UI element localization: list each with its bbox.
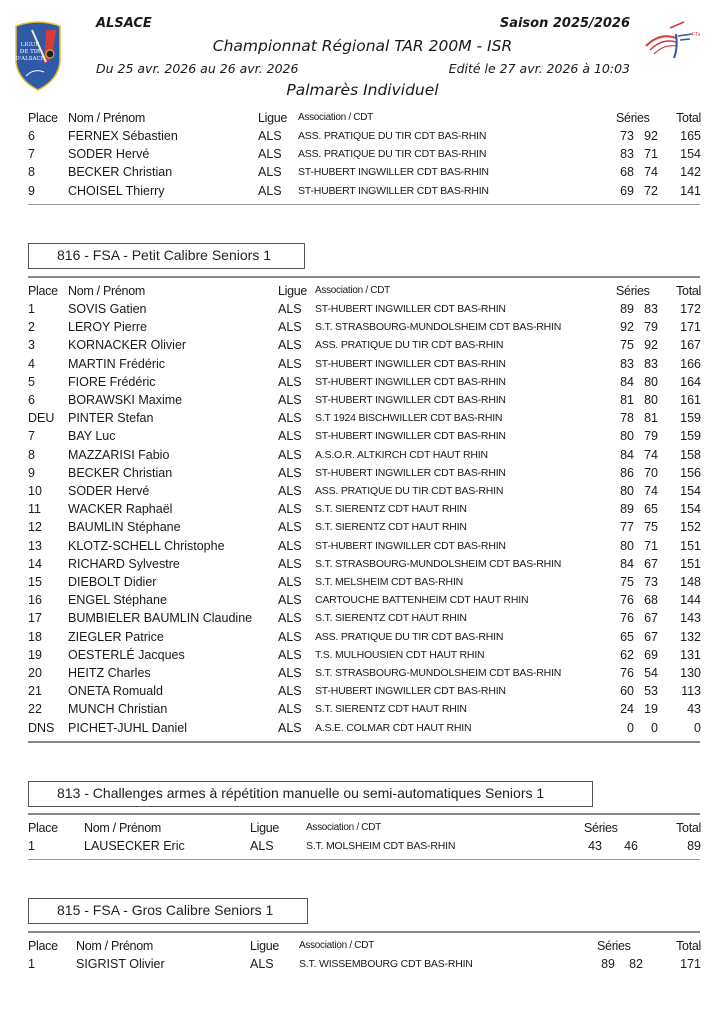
table-row bbox=[28, 318, 700, 336]
total-cell: 151 bbox=[680, 538, 701, 553]
total-cell: 151 bbox=[680, 556, 701, 571]
section-bottom-divider bbox=[28, 204, 700, 205]
series-2-cell: 65 bbox=[644, 502, 658, 517]
series-2-cell: 80 bbox=[644, 374, 658, 389]
place-cell: 7 bbox=[28, 147, 35, 162]
total-cell: 158 bbox=[680, 447, 701, 462]
series-1-cell: 0 bbox=[627, 720, 634, 735]
svg-text:DE TIR: DE TIR bbox=[19, 49, 41, 55]
series-1-cell: 76 bbox=[620, 666, 634, 680]
league-cell: ALS bbox=[278, 502, 302, 517]
place-cell: 6 bbox=[28, 129, 35, 143]
series-2-cell: 73 bbox=[644, 575, 658, 589]
table-row bbox=[28, 518, 700, 536]
name-cell: MUNCH Christian bbox=[68, 702, 168, 717]
association-cell: A.S.O.R. ALTKIRCH CDT HAUT RHIN bbox=[315, 448, 488, 461]
name-cell: PINTER Stefan bbox=[68, 411, 154, 426]
total-cell: 141 bbox=[680, 183, 701, 198]
place-cell: 9 bbox=[28, 183, 35, 198]
association-cell: ST-HUBERT INGWILLER CDT BAS-RHIN bbox=[315, 303, 506, 315]
association-cell: ST-HUBERT INGWILLER CDT BAS-RHIN bbox=[315, 394, 506, 406]
association-cell: ASS. PRATIQUE DU TIR CDT BAS-RHIN bbox=[315, 630, 504, 643]
column-header-place: Place bbox=[28, 284, 58, 298]
table-row bbox=[28, 664, 700, 682]
category-title-box: 815 - FSA - Gros Calibre Seniors 1 bbox=[28, 898, 308, 924]
series-2-cell: 70 bbox=[644, 465, 658, 480]
place-cell: 12 bbox=[28, 520, 42, 535]
place-cell: 1 bbox=[28, 302, 35, 316]
name-cell: KLOTZ-SCHELL Christophe bbox=[68, 538, 225, 553]
table-row bbox=[28, 682, 700, 700]
series-1-cell: 89 bbox=[620, 302, 634, 316]
name-cell: OESTERLÉ Jacques bbox=[68, 647, 185, 662]
column-header-name: Nom / Prénom bbox=[68, 111, 145, 125]
league-cell: ALS bbox=[258, 165, 282, 180]
series-2-cell: 54 bbox=[644, 666, 658, 680]
series-1-cell: 84 bbox=[620, 447, 634, 462]
association-cell: ASS. PRATIQUE DU TIR CDT BAS-RHIN bbox=[315, 339, 504, 352]
association-cell: ST-HUBERT INGWILLER CDT BAS-RHIN bbox=[315, 685, 506, 698]
table-row bbox=[28, 355, 700, 373]
series-2-cell: 79 bbox=[644, 429, 658, 444]
association-cell: ST-HUBERT INGWILLER CDT BAS-RHIN bbox=[315, 430, 506, 443]
name-cell: SODER Hervé bbox=[68, 147, 150, 162]
series-1-cell: 84 bbox=[620, 374, 634, 389]
place-cell: 16 bbox=[28, 593, 42, 608]
name-cell: ONETA Romuald bbox=[68, 684, 163, 699]
svg-text:LIGUE: LIGUE bbox=[20, 42, 40, 48]
table-row bbox=[28, 182, 700, 200]
association-cell: ST-HUBERT INGWILLER CDT BAS-RHIN bbox=[315, 357, 506, 370]
series-1-cell: 83 bbox=[620, 147, 634, 162]
league-cell: ALS bbox=[278, 411, 302, 426]
series-1-cell: 83 bbox=[620, 356, 634, 371]
association-cell: ASS. PRATIQUE DU TIR CDT BAS-RHIN bbox=[298, 130, 487, 142]
total-cell: 113 bbox=[681, 684, 701, 699]
name-cell: LAUSECKER Eric bbox=[84, 839, 185, 853]
column-header-association: Association / CDT bbox=[299, 940, 374, 951]
series-2-cell: 71 bbox=[644, 538, 658, 553]
table-row bbox=[28, 591, 700, 609]
table-row bbox=[28, 446, 700, 464]
league-cell: ALS bbox=[278, 666, 302, 680]
event-dates: Du 25 avr. 2026 au 26 avr. 2026 bbox=[96, 61, 299, 76]
table-row bbox=[28, 609, 700, 627]
series-1-cell: 89 bbox=[601, 957, 615, 971]
column-header-place: Place bbox=[28, 939, 58, 953]
total-cell: 132 bbox=[680, 629, 701, 644]
table-row bbox=[28, 409, 700, 427]
table-row bbox=[28, 373, 700, 391]
series-2-cell: 82 bbox=[629, 957, 643, 971]
series-1-cell: 77 bbox=[620, 520, 634, 535]
series-1-cell: 92 bbox=[620, 320, 634, 335]
name-cell: CHOISEL Thierry bbox=[68, 183, 165, 198]
series-2-cell: 69 bbox=[644, 647, 658, 662]
name-cell: SOVIS Gatien bbox=[68, 302, 147, 316]
total-cell: 144 bbox=[680, 593, 701, 608]
table-row bbox=[28, 500, 700, 518]
series-1-cell: 73 bbox=[620, 129, 634, 143]
league-cell: ALS bbox=[278, 520, 302, 535]
total-cell: 171 bbox=[680, 320, 701, 335]
league-cell: ALS bbox=[278, 338, 302, 353]
place-cell: 18 bbox=[28, 629, 42, 644]
name-cell: WACKER Raphaël bbox=[68, 502, 173, 517]
series-1-cell: 80 bbox=[620, 484, 634, 498]
league-cell: ALS bbox=[278, 575, 302, 589]
place-cell: 20 bbox=[28, 666, 42, 680]
table-row bbox=[28, 145, 700, 163]
league-cell: ALS bbox=[278, 720, 302, 735]
series-1-cell: 75 bbox=[620, 575, 634, 589]
series-1-cell: 76 bbox=[620, 593, 634, 608]
association-cell: S.T. SIERENTZ CDT HAUT RHIN bbox=[315, 612, 467, 625]
column-header-row bbox=[28, 937, 700, 955]
series-2-cell: 75 bbox=[644, 520, 658, 535]
total-cell: 43 bbox=[687, 702, 701, 717]
place-cell: 19 bbox=[28, 647, 42, 662]
series-1-cell: 80 bbox=[620, 538, 634, 553]
place-cell: 22 bbox=[28, 702, 42, 717]
association-cell: S.T. STRASBOURG-MUNDOLSHEIM CDT BAS-RHIN bbox=[315, 321, 562, 334]
place-cell: 7 bbox=[28, 429, 35, 444]
total-cell: 164 bbox=[680, 374, 701, 389]
column-header-series: Séries bbox=[616, 111, 650, 125]
place-cell: 1 bbox=[28, 957, 35, 971]
table-row bbox=[28, 300, 700, 318]
table-row bbox=[28, 127, 700, 145]
table-row bbox=[28, 646, 700, 664]
association-cell: T.S. MULHOUSIEN CDT HAUT RHIN bbox=[315, 648, 485, 661]
place-cell: 11 bbox=[28, 502, 41, 517]
section-bottom-divider bbox=[28, 741, 700, 743]
page-subtitle: Palmarès Individuel bbox=[286, 81, 439, 99]
series-1-cell: 65 bbox=[620, 629, 634, 644]
column-header-row bbox=[28, 819, 700, 837]
league-cell: ALS bbox=[278, 393, 302, 407]
total-cell: 152 bbox=[680, 520, 701, 535]
name-cell: FERNEX Sébastien bbox=[68, 129, 178, 143]
association-cell: S.T. SIERENTZ CDT HAUT RHIN bbox=[315, 503, 467, 516]
section-divider bbox=[28, 813, 700, 815]
table-row bbox=[28, 482, 700, 500]
league-cell: ALS bbox=[250, 839, 274, 853]
place-cell: DEU bbox=[28, 411, 55, 426]
total-cell: 130 bbox=[680, 666, 701, 680]
place-cell: 21 bbox=[28, 684, 42, 699]
series-2-cell: 92 bbox=[644, 129, 658, 143]
series-1-cell: 69 bbox=[620, 183, 634, 198]
table-row bbox=[28, 464, 700, 482]
series-1-cell: 80 bbox=[620, 429, 634, 444]
league-cell: ALS bbox=[278, 302, 302, 316]
place-cell: 17 bbox=[28, 611, 42, 626]
table-row bbox=[28, 163, 700, 181]
series-1-cell: 60 bbox=[620, 684, 634, 699]
association-cell: S.T. MELSHEIM CDT BAS-RHIN bbox=[315, 576, 464, 588]
column-header-association: Association / CDT bbox=[306, 822, 381, 833]
series-2-cell: 83 bbox=[644, 302, 658, 316]
region-label: ALSACE bbox=[96, 16, 152, 31]
name-cell: SODER Hervé bbox=[68, 484, 150, 498]
place-cell: 4 bbox=[28, 356, 35, 371]
category-title-box: 813 - Challenges armes à répétition manuelle ou semi-automatiques Seniors 1 bbox=[28, 781, 593, 807]
association-cell: ST-HUBERT INGWILLER CDT BAS-RHIN bbox=[315, 539, 506, 552]
section-divider bbox=[28, 276, 700, 278]
column-header-place: Place bbox=[28, 111, 58, 125]
column-header-league: Ligue bbox=[250, 821, 280, 835]
section-divider bbox=[28, 931, 700, 933]
table-row bbox=[28, 427, 700, 445]
name-cell: ZIEGLER Patrice bbox=[68, 629, 164, 644]
league-cell: ALS bbox=[278, 593, 302, 608]
name-cell: DIEBOLT Didier bbox=[68, 575, 157, 589]
total-cell: 172 bbox=[680, 302, 701, 316]
series-2-cell: 74 bbox=[644, 484, 658, 498]
column-header-series: Séries bbox=[616, 284, 650, 298]
column-header-name: Nom / Prénom bbox=[76, 939, 153, 953]
series-2-cell: 67 bbox=[644, 629, 658, 644]
column-header-series: Séries bbox=[584, 821, 618, 835]
league-cell: ALS bbox=[258, 147, 282, 162]
series-1-cell: 62 bbox=[620, 647, 634, 662]
series-2-cell: 67 bbox=[644, 556, 658, 571]
series-1-cell: 86 bbox=[620, 465, 634, 480]
series-2-cell: 67 bbox=[644, 611, 658, 626]
place-cell: 5 bbox=[28, 374, 35, 389]
league-cell: ALS bbox=[278, 556, 302, 571]
table-row bbox=[28, 700, 700, 718]
table-row bbox=[28, 537, 700, 555]
name-cell: BUMBIELER BAUMLIN Claudine bbox=[68, 611, 253, 626]
association-cell: ST-HUBERT INGWILLER CDT BAS-RHIN bbox=[315, 375, 506, 388]
total-cell: 161 bbox=[680, 393, 701, 407]
column-header-total: Total bbox=[676, 284, 701, 298]
column-header-league: Ligue bbox=[278, 284, 308, 298]
league-cell: ALS bbox=[258, 183, 282, 198]
name-cell: MAZZARISI Fabio bbox=[68, 447, 170, 462]
total-cell: 167 bbox=[680, 338, 701, 353]
total-cell: 154 bbox=[680, 147, 701, 162]
category-title-box: 816 - FSA - Petit Calibre Seniors 1 bbox=[28, 243, 305, 269]
series-2-cell: 80 bbox=[644, 393, 658, 407]
total-cell: 156 bbox=[680, 465, 701, 480]
series-2-cell: 68 bbox=[644, 593, 658, 608]
table-row bbox=[28, 391, 700, 409]
name-cell: HEITZ Charles bbox=[68, 666, 151, 680]
association-cell: S.T. STRASBOURG-MUNDOLSHEIM CDT BAS-RHIN bbox=[315, 557, 562, 570]
column-header-total: Total bbox=[676, 111, 701, 125]
league-cell: ALS bbox=[278, 465, 302, 480]
association-cell: S.T. MOLSHEIM CDT BAS-RHIN bbox=[306, 840, 456, 852]
total-cell: 89 bbox=[687, 839, 701, 853]
name-cell: BAUMLIN Stéphane bbox=[68, 520, 181, 535]
svg-text:D'ALSACE: D'ALSACE bbox=[15, 56, 45, 62]
column-header-place: Place bbox=[28, 821, 58, 835]
league-cell: ALS bbox=[278, 538, 302, 553]
league-cell: ALS bbox=[250, 957, 274, 971]
series-1-cell: 84 bbox=[620, 556, 634, 571]
association-cell: S.T. WISSEMBOURG CDT BAS-RHIN bbox=[299, 958, 473, 970]
total-cell: 148 bbox=[680, 575, 701, 589]
series-2-cell: 83 bbox=[644, 356, 658, 371]
name-cell: RICHARD Sylvestre bbox=[68, 556, 180, 571]
total-cell: 165 bbox=[680, 129, 701, 143]
total-cell: 143 bbox=[680, 611, 701, 626]
series-2-cell: 0 bbox=[651, 720, 658, 735]
table-row bbox=[28, 837, 700, 855]
association-cell: S.T. STRASBOURG-MUNDOLSHEIM CDT BAS-RHIN bbox=[315, 667, 562, 679]
total-cell: 166 bbox=[680, 356, 701, 371]
association-cell: S.T. SIERENTZ CDT HAUT RHIN bbox=[315, 703, 467, 716]
series-2-cell: 53 bbox=[644, 684, 658, 699]
name-cell: BECKER Christian bbox=[68, 165, 173, 180]
league-cell: ALS bbox=[278, 647, 302, 662]
column-header-name: Nom / Prénom bbox=[68, 284, 145, 298]
table-row bbox=[28, 628, 700, 646]
place-cell: 8 bbox=[28, 447, 35, 462]
association-cell: ST-HUBERT INGWILLER CDT BAS-RHIN bbox=[298, 184, 489, 197]
section-bottom-divider bbox=[28, 859, 700, 860]
column-header-total: Total bbox=[676, 939, 701, 953]
league-cell: ALS bbox=[278, 702, 302, 717]
series-1-cell: 89 bbox=[620, 502, 634, 517]
name-cell: ENGEL Stéphane bbox=[68, 593, 167, 608]
association-cell: ST-HUBERT INGWILLER CDT BAS-RHIN bbox=[298, 166, 489, 179]
total-cell: 154 bbox=[680, 484, 701, 498]
total-cell: 159 bbox=[680, 429, 701, 444]
total-cell: 159 bbox=[680, 411, 701, 426]
place-cell: 2 bbox=[28, 320, 35, 335]
name-cell: FIORE Frédéric bbox=[68, 374, 156, 389]
place-cell: 10 bbox=[28, 484, 42, 498]
series-1-cell: 43 bbox=[588, 839, 602, 853]
name-cell: BAY Luc bbox=[68, 429, 116, 444]
league-cell: ALS bbox=[278, 356, 302, 371]
name-cell: BORAWSKI Maxime bbox=[68, 393, 183, 407]
name-cell: KORNACKER Olivier bbox=[68, 338, 187, 353]
total-cell: 171 bbox=[680, 957, 701, 971]
association-cell: ST-HUBERT INGWILLER CDT BAS-RHIN bbox=[315, 466, 506, 479]
place-cell: 13 bbox=[28, 538, 42, 553]
place-cell: 3 bbox=[28, 338, 35, 353]
place-cell: 8 bbox=[28, 165, 35, 180]
league-cell: ALS bbox=[278, 429, 302, 444]
series-2-cell: 92 bbox=[644, 338, 658, 353]
series-2-cell: 72 bbox=[644, 183, 658, 198]
table-row bbox=[28, 336, 700, 354]
league-cell: ALS bbox=[278, 629, 302, 644]
series-2-cell: 74 bbox=[644, 165, 658, 180]
league-cell: ALS bbox=[278, 447, 302, 462]
svg-text:FTir: FTir bbox=[692, 32, 701, 38]
edited-timestamp: Edité le 27 avr. 2026 à 10:03 bbox=[448, 61, 630, 76]
series-2-cell: 81 bbox=[644, 411, 658, 426]
league-cell: ALS bbox=[278, 374, 302, 389]
series-2-cell: 71 bbox=[644, 147, 658, 162]
season-label: Saison 2025/2026 bbox=[499, 16, 630, 31]
column-header-association: Association / CDT bbox=[298, 112, 373, 123]
association-cell: ASS. PRATIQUE DU TIR CDT BAS-RHIN bbox=[315, 485, 504, 497]
association-cell: S.T. SIERENTZ CDT HAUT RHIN bbox=[315, 521, 467, 534]
column-header-series: Séries bbox=[597, 939, 631, 953]
league-cell: ALS bbox=[278, 320, 302, 335]
series-1-cell: 75 bbox=[620, 338, 634, 353]
name-cell: MARTIN Frédéric bbox=[68, 356, 166, 371]
series-2-cell: 46 bbox=[624, 839, 638, 853]
league-cell: ALS bbox=[278, 684, 302, 699]
series-2-cell: 74 bbox=[644, 447, 658, 462]
table-row bbox=[28, 719, 700, 737]
association-cell: ASS. PRATIQUE DU TIR CDT BAS-RHIN bbox=[298, 148, 487, 161]
total-cell: 154 bbox=[680, 502, 701, 517]
place-cell: 9 bbox=[28, 465, 35, 480]
name-cell: BECKER Christian bbox=[68, 465, 173, 480]
place-cell: 1 bbox=[28, 839, 35, 853]
association-cell: S.T 1924 BISCHWILLER CDT BAS-RHIN bbox=[315, 412, 503, 425]
name-cell: PICHET-JUHL Daniel bbox=[68, 720, 188, 735]
series-1-cell: 76 bbox=[620, 611, 634, 626]
series-2-cell: 19 bbox=[644, 702, 658, 717]
place-cell: 14 bbox=[28, 556, 42, 571]
association-cell: CARTOUCHE BATTENHEIM CDT HAUT RHIN bbox=[315, 594, 529, 607]
table-row bbox=[28, 555, 700, 573]
column-header-row bbox=[28, 282, 700, 300]
total-cell: 131 bbox=[680, 647, 701, 662]
page-title: Championnat Régional TAR 200M - ISR bbox=[212, 37, 513, 55]
league-cell: ALS bbox=[278, 611, 302, 626]
column-header-association: Association / CDT bbox=[315, 285, 390, 296]
series-1-cell: 24 bbox=[620, 702, 634, 717]
name-cell: LEROY Pierre bbox=[68, 320, 147, 335]
table-row bbox=[28, 573, 700, 591]
name-cell: SIGRIST Olivier bbox=[76, 957, 165, 971]
series-2-cell: 79 bbox=[644, 320, 658, 335]
league-cell: ALS bbox=[278, 484, 302, 498]
place-cell: 6 bbox=[28, 393, 35, 407]
total-cell: 142 bbox=[680, 165, 701, 180]
place-cell: 15 bbox=[28, 575, 42, 589]
table-row bbox=[28, 955, 700, 973]
column-header-league: Ligue bbox=[250, 939, 280, 953]
series-1-cell: 68 bbox=[620, 165, 634, 180]
series-1-cell: 81 bbox=[620, 393, 634, 407]
column-header-name: Nom / Prénom bbox=[84, 821, 161, 835]
series-1-cell: 78 bbox=[620, 411, 634, 426]
association-cell: A.S.E. COLMAR CDT HAUT RHIN bbox=[315, 721, 472, 734]
column-header-row bbox=[28, 109, 700, 127]
place-cell: DNS bbox=[28, 720, 55, 735]
column-header-total: Total bbox=[676, 821, 701, 835]
total-cell: 0 bbox=[694, 720, 701, 735]
league-cell: ALS bbox=[258, 129, 282, 143]
column-header-league: Ligue bbox=[258, 111, 288, 125]
